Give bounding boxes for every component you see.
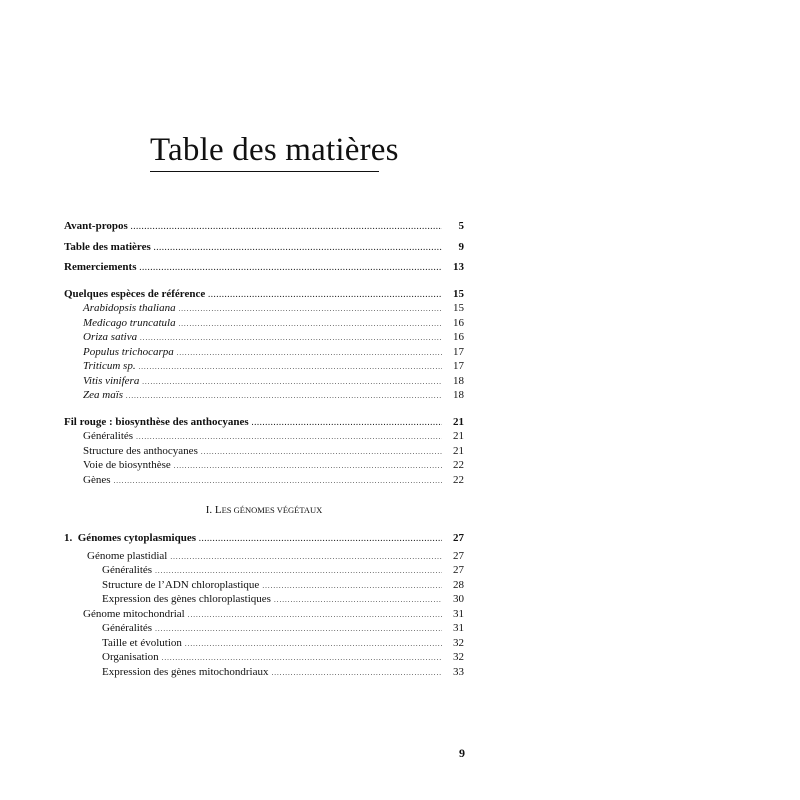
toc-page-number: 31: [453, 607, 464, 620]
toc-page-number: 21: [453, 444, 464, 457]
toc-label: Voie de biosynthèse: [83, 459, 171, 471]
toc-label: Expression des gènes mitochondriaux: [102, 665, 269, 678]
toc-label: Vitis vinifera: [83, 374, 140, 387]
dot-leader: [185, 637, 442, 652]
dot-leader: [131, 220, 442, 235]
toc-section[interactable]: [64, 549, 464, 564]
toc-page-number: 22: [453, 459, 464, 471]
toc-label: Oriza sativa: [83, 331, 138, 343]
dot-leader: [140, 331, 442, 346]
dot-leader: [142, 375, 442, 390]
toc-entry-table-des-matieres[interactable]: [64, 240, 464, 255]
toc-label: Génome plastidial: [87, 549, 168, 562]
toc-page-number: 27: [453, 549, 464, 562]
toc-label: Gènes: [83, 473, 111, 486]
toc-label: Génome mitochondrial: [83, 607, 185, 620]
toc-page-number: 5: [458, 220, 464, 232]
toc-label: Populus trichocarpa: [83, 345, 174, 358]
toc-label: 1. Génomes cytoplasmiques: [64, 532, 196, 544]
toc-entry-fil-rouge[interactable]: [64, 415, 464, 430]
table-of-contents: [64, 219, 464, 487]
toc-subsection[interactable]: [64, 636, 464, 651]
toc-label: Medicago truncatula: [83, 316, 176, 329]
toc-label: Généralités: [83, 430, 134, 442]
dot-leader: [155, 564, 442, 579]
toc-label: Arabidopsis thaliana: [83, 302, 176, 314]
toc-page-number: 17: [453, 360, 464, 372]
toc-label: Zea maïs: [83, 389, 124, 401]
dot-leader: [208, 288, 442, 303]
toc-page-number: 18: [453, 389, 464, 401]
dot-leader: [136, 430, 442, 445]
toc-page-number: 27: [453, 532, 464, 544]
dot-leader: [162, 651, 442, 666]
toc-page-number: 15: [453, 302, 464, 314]
toc-label: Généralités: [102, 564, 153, 576]
toc-subentry[interactable]: [64, 388, 464, 403]
toc-subsection[interactable]: [64, 578, 464, 593]
dot-leader: [155, 622, 442, 637]
toc-page-number: 16: [453, 331, 464, 343]
toc-label: Expression des gènes chloroplastiques: [102, 593, 271, 605]
toc-entry-especes[interactable]: [64, 287, 464, 302]
toc-label: Structure de l’ADN chloroplastique: [102, 578, 260, 591]
part-title-smallcaps: ES GÉNOMES VÉGÉTAUX: [221, 505, 323, 515]
toc-subentry[interactable]: [64, 345, 464, 360]
dot-leader: [139, 261, 442, 276]
toc-page-number: 32: [453, 651, 464, 663]
toc-label: Généralités: [102, 622, 153, 634]
toc-subentry[interactable]: [64, 359, 464, 374]
toc-page-number: 17: [453, 345, 464, 358]
dot-leader: [170, 550, 442, 565]
dot-leader: [199, 532, 442, 547]
toc-page-number: 15: [453, 287, 464, 300]
toc-subentry[interactable]: [64, 458, 464, 473]
part-heading: [64, 504, 464, 516]
toc-page-number: 22: [453, 473, 464, 486]
toc-subentry[interactable]: [64, 374, 464, 389]
toc-page-number: 32: [453, 636, 464, 649]
dot-leader: [179, 302, 442, 317]
dot-leader: [179, 317, 442, 332]
toc-page-number: 31: [453, 622, 464, 634]
toc-label: Triticum sp.: [83, 360, 136, 372]
title-underline: [150, 171, 379, 172]
toc-label: Quelques espèces de référence: [64, 287, 206, 300]
dot-leader: [262, 579, 442, 594]
toc-page-number: 13: [453, 261, 464, 273]
chapter-contents: [64, 531, 464, 679]
toc-page-number: 21: [453, 430, 464, 442]
dot-leader: [154, 241, 442, 256]
toc-label: Taille et évolution: [102, 636, 182, 649]
toc-subsection[interactable]: [64, 650, 464, 665]
toc-subsection[interactable]: [64, 563, 464, 578]
page-title: Table des matières: [150, 132, 399, 168]
toc-subsection[interactable]: [64, 592, 464, 607]
dot-leader: [272, 666, 443, 681]
toc-subentry[interactable]: [64, 316, 464, 331]
dot-leader: [201, 445, 442, 460]
dot-leader: [188, 608, 442, 623]
toc-page-number: 33: [453, 665, 464, 678]
toc-label: Table des matières: [64, 240, 151, 253]
toc-page-number: 18: [453, 374, 464, 387]
dot-leader: [139, 360, 442, 375]
toc-page-number: 16: [453, 316, 464, 329]
toc-label: Fil rouge : biosynthèse des anthocyanes: [64, 415, 249, 428]
toc-entry-avant-propos[interactable]: [64, 219, 464, 234]
dot-leader: [252, 416, 442, 431]
toc-label: Structure des anthocyanes: [83, 444, 198, 457]
toc-page-number: 28: [453, 578, 464, 591]
toc-label: Remerciements: [64, 261, 137, 273]
dot-leader: [114, 474, 443, 489]
toc-subentry[interactable]: [64, 429, 464, 444]
toc-page-number: 30: [453, 593, 464, 605]
toc-entry-remerciements[interactable]: [64, 260, 464, 275]
toc-subsection[interactable]: [64, 665, 464, 680]
toc-subentry[interactable]: [64, 330, 464, 345]
dot-leader: [274, 593, 442, 608]
toc-subentry[interactable]: [64, 444, 464, 459]
dot-leader: [177, 346, 442, 361]
toc-subsection[interactable]: [64, 621, 464, 636]
toc-label: Avant-propos: [64, 220, 128, 232]
part-numeral: I.: [205, 504, 213, 516]
dot-leader: [174, 459, 442, 474]
toc-page-number: 9: [458, 240, 464, 253]
toc-entry-chapter-1[interactable]: [64, 531, 464, 546]
toc-subentry[interactable]: [64, 473, 464, 488]
toc-subentry[interactable]: [64, 301, 464, 316]
part-title-initial: L: [214, 504, 222, 516]
toc-page-number: 21: [453, 415, 464, 428]
toc-page-number: 27: [453, 564, 464, 576]
page-number: 9: [459, 746, 465, 760]
toc-label: Organisation: [102, 651, 159, 663]
toc-section[interactable]: [64, 607, 464, 622]
dot-leader: [126, 389, 442, 404]
